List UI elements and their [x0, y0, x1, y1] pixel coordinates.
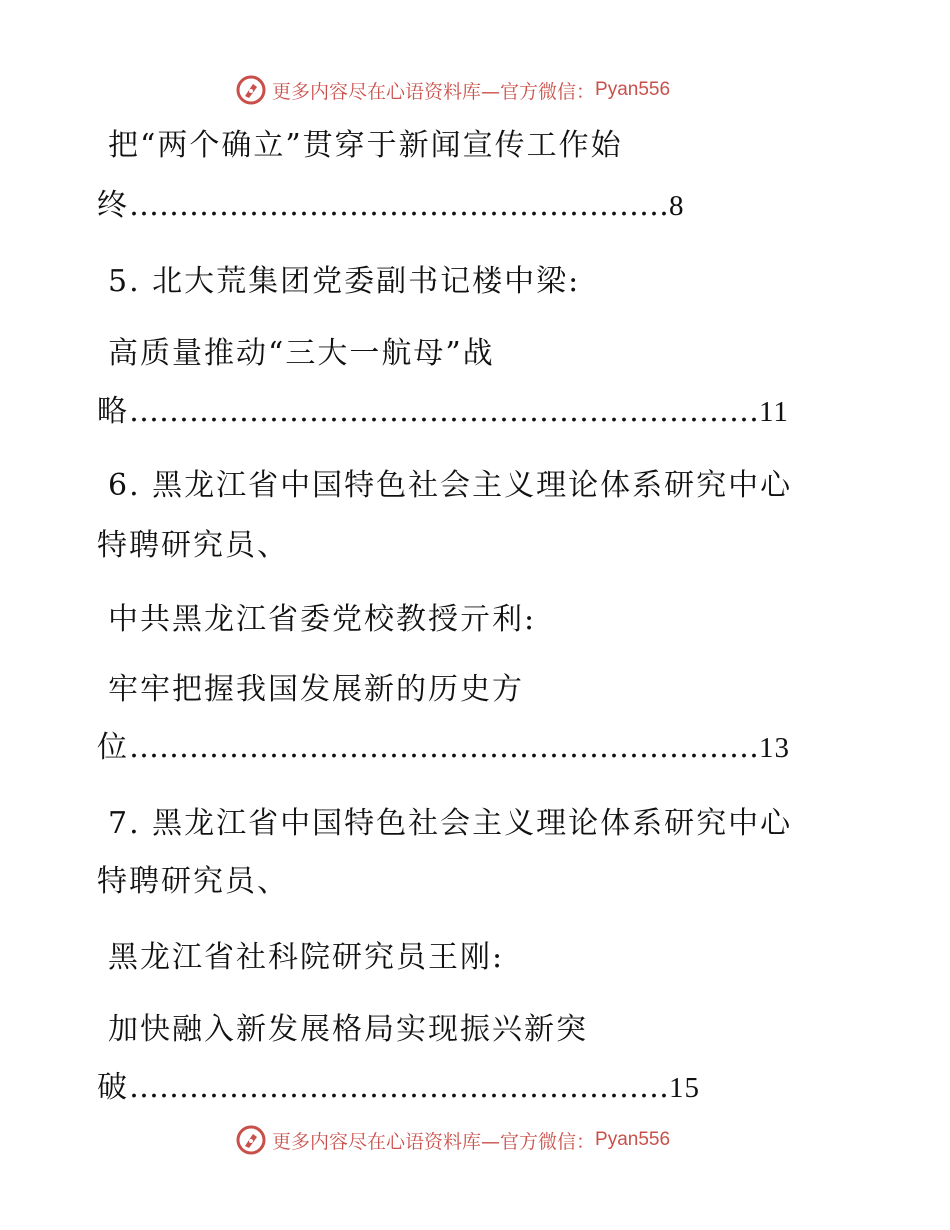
watermark-header — [236, 73, 670, 107]
toc-entry-6-heading: 6. 黑龙江省中国特色社会主义理论体系研究中心 — [108, 468, 793, 503]
toc-entry-7-page: 15 — [669, 1072, 700, 1104]
toc-entry-6-tail: 位 — [97, 730, 129, 765]
toc-entry-6-page: 13 — [759, 732, 790, 764]
watermark-wechat-id: Pyan556 — [595, 79, 671, 100]
toc-entry-7-tail: 破 — [97, 1070, 129, 1105]
toc-entry-6-title: 牢牢把握我国发展新的历史方 — [108, 672, 524, 707]
watermark-text: 更多内容尽在心语资料库—官方微信： — [272, 1130, 596, 1153]
watermark-wechat-id: Pyan556 — [595, 1129, 671, 1150]
toc-entry-7-author: 黑龙江省社科院研究员王刚: — [108, 940, 505, 975]
toc-leader-dots: ……………………………………………………… — [129, 730, 759, 765]
pen-nib-circle-icon — [236, 1125, 266, 1155]
pen-nib-circle-icon — [236, 75, 266, 105]
toc-entry-5-page: 11 — [759, 396, 789, 428]
toc-entry-5-tail: 略 — [97, 394, 129, 429]
toc-entry-7-title: 加快融入新发展格局实现振兴新突 — [108, 1012, 588, 1047]
toc-leader-dots: ……………………………………………… — [129, 188, 669, 223]
toc-entry-7-heading: 7. 黑龙江省中国特色社会主义理论体系研究中心 — [108, 806, 793, 841]
toc-entry-5-leader-line — [97, 392, 789, 432]
toc-entry-4-leader-line — [97, 186, 685, 226]
toc-entry-5-heading: 5. 北大荒集团党委副书记楼中梁: — [108, 264, 581, 299]
toc-entry-6-leader-line — [97, 728, 790, 768]
toc-leader-dots: ……………………………………………… — [129, 1070, 669, 1105]
toc-entry-7-heading-cont: 特聘研究员、 — [97, 864, 289, 899]
toc-entry-4-tail: 终 — [97, 188, 129, 223]
toc-leader-dots: ……………………………………………………… — [129, 394, 759, 429]
watermark-text: 更多内容尽在心语资料库—官方微信： — [272, 80, 596, 103]
toc-entry-7-leader-line — [97, 1068, 700, 1108]
toc-entry-4-title: 把“两个确立”贯穿于新闻宣传工作始 — [108, 128, 623, 163]
toc-entry-6-heading-cont: 特聘研究员、 — [97, 528, 289, 563]
toc-entry-6-author: 中共黑龙江省委党校教授亓利: — [108, 602, 537, 637]
toc-entry-4-page: 8 — [669, 190, 685, 222]
watermark-footer — [236, 1123, 670, 1157]
toc-entry-5-title: 高质量推动“三大一航母”战 — [108, 336, 495, 371]
